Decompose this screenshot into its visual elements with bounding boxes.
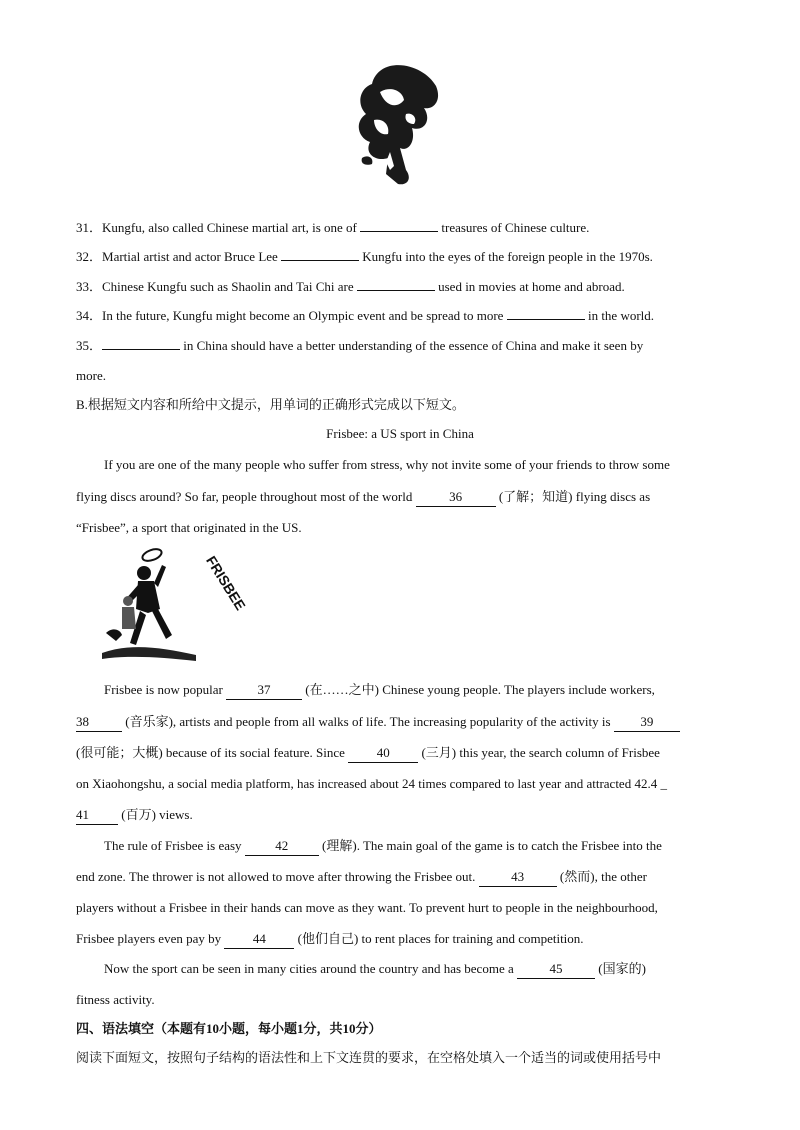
answer-blank-37[interactable]: 37 bbox=[226, 681, 302, 700]
question-32: 32．Martial artist and actor Bruce Lee Kungfu into the eyes of the foreign people in the 1970s. bbox=[76, 246, 653, 266]
answer-blank-33[interactable] bbox=[357, 276, 435, 291]
question-34: 34．In the future, Kungfu might become an Olympic event and be spread to more in the world. bbox=[76, 305, 654, 325]
passage-line: end zone. The thrower is not allowed to move after throwing the Frisbee out. 43 (然而), the other bbox=[76, 868, 647, 887]
answer-blank-43[interactable]: 43 bbox=[479, 868, 557, 887]
section-heading: 四、语法填空（本题有10小题，每小题1分，共10分） bbox=[76, 1021, 382, 1036]
answer-blank-42[interactable]: 42 bbox=[245, 837, 319, 856]
question-31: 31．Kungfu, also called Chinese martial art, is one of treasures of Chinese culture. bbox=[76, 217, 589, 237]
frisbee-illustration bbox=[100, 543, 249, 669]
question-35-continued: more. bbox=[76, 368, 106, 383]
kungfu-illustration bbox=[350, 62, 445, 190]
answer-blank-38[interactable]: 38 bbox=[76, 713, 122, 732]
passage-line: 38 (音乐家), artists and people from all walks of life. The increasing popularity of the activity is 39 bbox=[76, 713, 680, 732]
passage-line: fitness activity. bbox=[76, 992, 155, 1007]
question-35: 35． in China should have a better understanding of the essence of China and make it seen by bbox=[76, 335, 643, 355]
answer-blank-45[interactable]: 45 bbox=[517, 960, 595, 979]
answer-blank-34[interactable] bbox=[507, 305, 585, 320]
answer-blank-35[interactable] bbox=[102, 335, 180, 350]
passage-line: 41 (百万) views. bbox=[76, 806, 193, 825]
passage-line: players without a Frisbee in their hands can move as they want. To prevent hurt to people in the neighbourhood, bbox=[76, 900, 658, 915]
passage-line: The rule of Frisbee is easy 42 (理解). The main goal of the game is to catch the Frisbee into the bbox=[104, 837, 662, 856]
answer-blank-36[interactable]: 36 bbox=[416, 488, 496, 507]
passage-line: on Xiaohongshu, a social media platform, has increased about 24 times compared to last year and attracted 42.4 _ bbox=[76, 776, 667, 791]
frisbee-logo-text: FRISBEE bbox=[203, 553, 249, 613]
passage-line: Now the sport can be seen in many cities around the country and has become a 45 (国家的) bbox=[104, 960, 646, 979]
answer-blank-32[interactable] bbox=[281, 246, 359, 261]
answer-blank-31[interactable] bbox=[360, 217, 438, 232]
passage-line: Frisbee players even pay by 44 (他们自己) to rent places for training and competition. bbox=[76, 930, 584, 949]
section-b-instruction: B.根据短文内容和所给中文提示，用单词的正确形式完成以下短文。 bbox=[76, 397, 465, 412]
answer-blank-44[interactable]: 44 bbox=[224, 930, 294, 949]
answer-blank-41[interactable]: 41 bbox=[76, 806, 118, 825]
passage-line: If you are one of the many people who suffer from stress, why not invite some of your friends to throw some bbox=[104, 457, 670, 472]
question-33: 33．Chinese Kungfu such as Shaolin and Tai Chi are used in movies at home and abroad. bbox=[76, 276, 625, 296]
answer-blank-40[interactable]: 40 bbox=[348, 744, 418, 763]
passage-line: flying discs around? So far, people throughout most of the world 36 (了解；知道) flying discs as bbox=[76, 488, 650, 507]
section-instruction: 阅读下面短文，按照句子结构的语法性和上下文连贯的要求，在空格处填入一个适当的词或使用括号中 bbox=[76, 1050, 662, 1065]
passage-line: Frisbee is now popular 37 (在……之中) Chinese young people. The players include workers, bbox=[104, 681, 655, 700]
passage-title: Frisbee: a US sport in China bbox=[326, 426, 474, 441]
passage-line: (很可能；大概) because of its social feature. Since 40 (三月) this year, the search column of Frisbee bbox=[76, 744, 660, 763]
answer-blank-39[interactable]: 39 bbox=[614, 713, 680, 732]
passage-line: “Frisbee”, a sport that originated in the US. bbox=[76, 520, 302, 535]
